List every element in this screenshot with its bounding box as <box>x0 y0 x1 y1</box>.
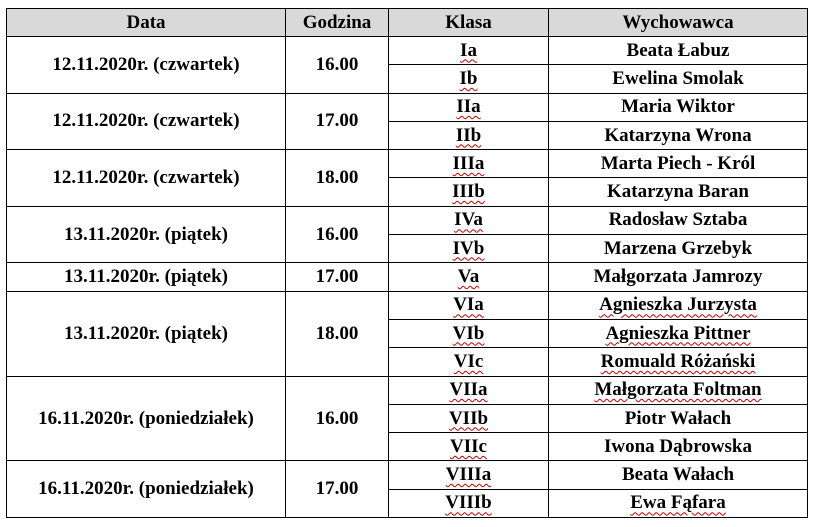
class-cell <box>389 404 549 432</box>
teacher-cell <box>549 150 808 178</box>
table-row <box>7 263 808 291</box>
time-cell: 18.00 <box>286 291 389 376</box>
teacher-name: Piotr Wałach <box>624 407 732 429</box>
teacher-name: Marta Piech - Król <box>600 152 756 174</box>
teacher-cell <box>549 178 808 206</box>
table-row <box>7 37 808 65</box>
date-cell: 12.11.2020r. (czwartek) <box>7 93 286 150</box>
class-label: VIc <box>453 350 484 372</box>
time-cell: 17.00 <box>286 461 389 518</box>
teacher-name: Małgorzata Jamrozy <box>593 266 763 288</box>
teacher-name: Maria Wiktor <box>621 96 735 118</box>
teacher-name: Katarzyna Baran <box>607 181 749 203</box>
teacher-cell <box>549 263 808 291</box>
table-row <box>7 376 808 404</box>
time-cell: 16.00 <box>286 37 389 94</box>
class-label: VIb <box>452 322 485 344</box>
teacher-name: Małgorzata Foltman <box>594 379 762 401</box>
class-label: Ib <box>459 67 478 89</box>
time-cell: 17.00 <box>286 263 389 291</box>
schedule-table <box>6 8 808 518</box>
date-cell: 12.11.2020r. (czwartek) <box>7 37 286 94</box>
teacher-name: Beata Wałach <box>621 464 735 486</box>
class-cell <box>389 291 549 319</box>
teacher-cell <box>549 235 808 263</box>
date-cell: 16.11.2020r. (poniedziałek) <box>7 376 286 461</box>
teacher-cell <box>549 489 808 517</box>
class-cell <box>389 37 549 65</box>
class-cell <box>389 263 549 291</box>
teacher-cell <box>549 37 808 65</box>
teacher-name: Beata Łabuz <box>626 39 730 61</box>
date-cell: 13.11.2020r. (piątek) <box>7 263 286 291</box>
header-row <box>7 9 808 37</box>
time-cell: 16.00 <box>286 376 389 461</box>
class-cell <box>389 121 549 149</box>
table-row <box>7 206 808 234</box>
class-label: Ia <box>460 39 477 61</box>
date-cell: 13.11.2020r. (piątek) <box>7 291 286 376</box>
teacher-cell <box>549 433 808 461</box>
teacher-cell <box>549 404 808 432</box>
class-cell <box>389 376 549 404</box>
teacher-cell <box>549 206 808 234</box>
teacher-name: Agnieszka Jurzysta <box>599 294 757 316</box>
class-label: IIa <box>456 96 481 118</box>
class-label: IVa <box>454 209 483 231</box>
class-cell <box>389 433 549 461</box>
class-label: IIb <box>455 124 482 146</box>
header-wychowawca: Wychowawca <box>549 9 808 37</box>
teacher-cell <box>549 93 808 121</box>
time-cell: 16.00 <box>286 206 389 263</box>
table-row <box>7 461 808 489</box>
class-label: VIIc <box>450 435 487 457</box>
class-cell <box>389 206 549 234</box>
teacher-cell <box>549 65 808 93</box>
header-godzina: Godzina <box>286 9 389 37</box>
class-label: Va <box>457 266 480 288</box>
class-label: VIIa <box>449 379 488 401</box>
class-cell <box>389 489 549 517</box>
class-cell <box>389 348 549 376</box>
teacher-name: Romuald Różański <box>600 350 756 372</box>
teacher-name: Iwona Dąbrowska <box>604 435 752 457</box>
table-row <box>7 150 808 178</box>
class-label: VIIb <box>448 407 489 429</box>
class-label: IIIa <box>452 152 485 174</box>
teacher-cell <box>549 348 808 376</box>
table-body <box>7 37 808 518</box>
class-label: IVb <box>452 237 485 259</box>
class-label: VIIIa <box>445 464 492 486</box>
date-cell: 16.11.2020r. (poniedziałek) <box>7 461 286 518</box>
date-cell: 12.11.2020r. (czwartek) <box>7 150 286 207</box>
table-row <box>7 93 808 121</box>
class-cell <box>389 319 549 347</box>
time-cell: 17.00 <box>286 93 389 150</box>
teacher-name: Ewa Fąfara <box>630 492 726 514</box>
teacher-cell <box>549 121 808 149</box>
class-cell <box>389 461 549 489</box>
class-cell <box>389 65 549 93</box>
class-cell <box>389 150 549 178</box>
class-cell <box>389 93 549 121</box>
table-row <box>7 291 808 319</box>
teacher-name: Radosław Sztaba <box>608 209 748 231</box>
class-label: VIIIb <box>445 492 492 514</box>
class-cell <box>389 235 549 263</box>
teacher-name: Marzena Grzebyk <box>603 237 753 259</box>
teacher-cell <box>549 291 808 319</box>
class-label: VIa <box>453 294 484 316</box>
date-cell: 13.11.2020r. (piątek) <box>7 206 286 263</box>
class-label: IIIb <box>452 181 485 203</box>
header-klasa: Klasa <box>389 9 549 37</box>
teacher-name: Agnieszka Pittner <box>605 322 751 344</box>
teacher-cell <box>549 319 808 347</box>
teacher-name: Katarzyna Wrona <box>604 124 752 146</box>
table-header <box>7 9 808 37</box>
teacher-cell <box>549 461 808 489</box>
teacher-cell <box>549 376 808 404</box>
class-cell <box>389 178 549 206</box>
teacher-name: Ewelina Smolak <box>612 67 744 89</box>
header-data: Data <box>7 9 286 37</box>
time-cell: 18.00 <box>286 150 389 207</box>
